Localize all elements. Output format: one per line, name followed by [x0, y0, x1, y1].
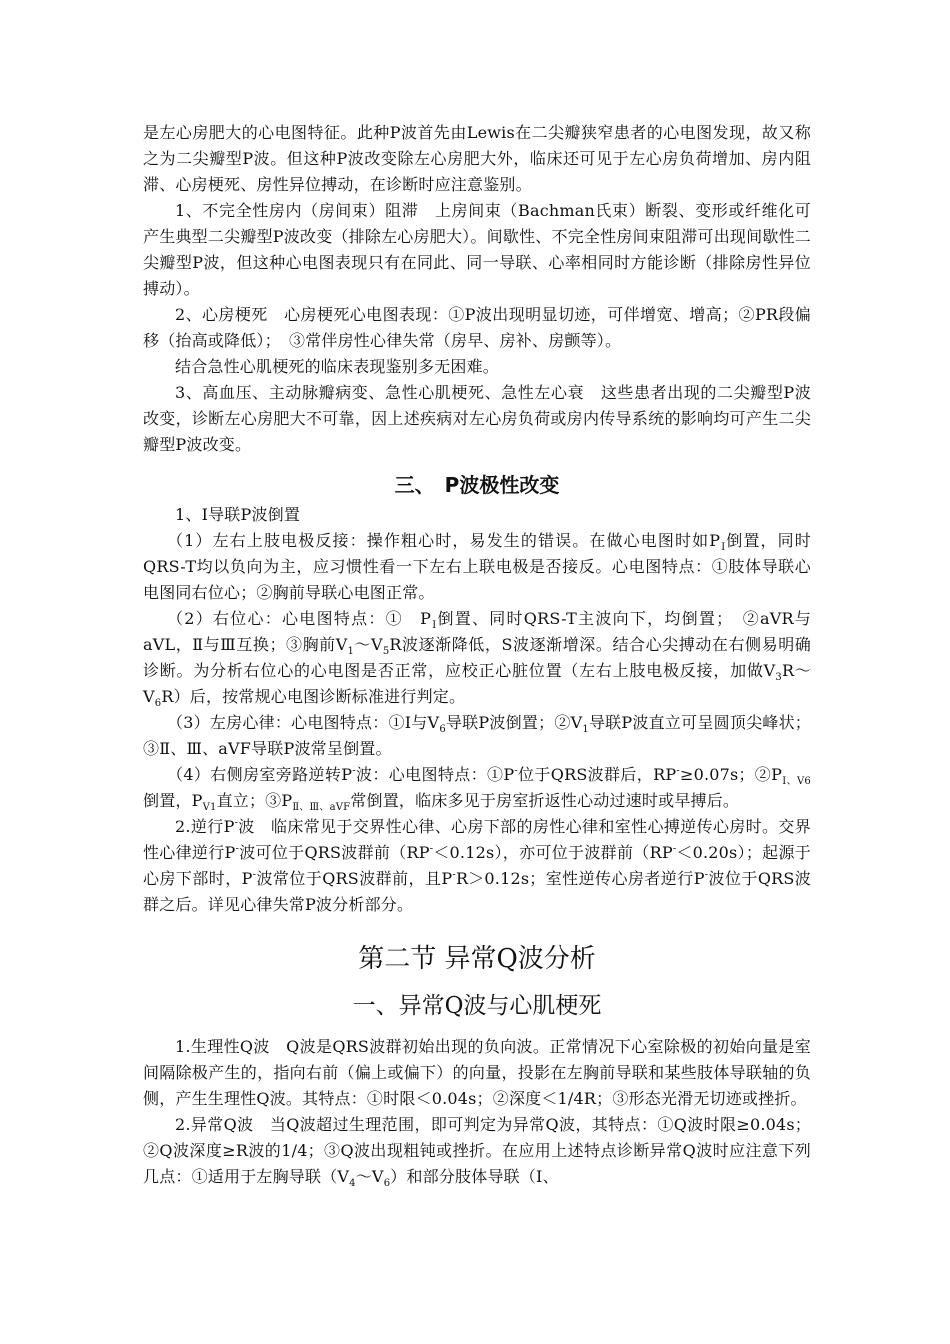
text-run: 波 临床常见于交界性心律、心房下部的房性心律和室性心搏逆传心房时。交界性心律逆行P	[143, 817, 811, 862]
subscript: 1	[347, 646, 355, 658]
paragraph: 是左心房肥大的心电图特征。此种P波首先由Lewis在二尖瓣狭窄患者的心电图发现，故又称之为二尖瓣型P波。但这种P波改变除左心房肥大外，临床还可见于左心房负荷增加、房内阻滞、心房梗死、房性异位搏动，在诊断时应注意鉴别。	[143, 123, 811, 194]
subscript: 1	[582, 724, 589, 736]
subscript: Ⅰ	[720, 542, 727, 554]
section-heading: 三、 P波极性改变	[394, 473, 560, 497]
subscript: 5	[382, 646, 390, 658]
text-run: 位于QRS波群后，RP	[517, 765, 677, 784]
text-run: 波常位于QRS波群前，且P	[256, 869, 453, 888]
paragraph	[143, 814, 811, 918]
superscript: -	[352, 765, 356, 777]
text-run: 波可位于QRS波群前（RP	[239, 843, 430, 862]
subscript: Ⅱ、Ⅲ、aVF	[292, 802, 351, 814]
subscript: Ⅰ	[431, 620, 438, 632]
superscript: -	[672, 843, 677, 855]
text-run: （3）左房心律：心电图特点：①Ⅰ与V	[167, 713, 440, 732]
text-run: ～V	[355, 1167, 384, 1186]
paragraph: 1、Ⅰ导联P波倒置	[175, 505, 301, 524]
text-run: 导联P波直立可呈圆顶尖峰状；③Ⅱ、Ⅲ、aVF导联P波常呈倒置。	[143, 713, 812, 758]
subscript: 6	[439, 724, 446, 736]
paragraph: 1、不完全性房内（房间束）阻滞 上房间束（Bachman氏束）断裂、变形或纤维化可产生典型二尖瓣型P波改变（排除左心房肥大）。间歇性、不完全性房间束阻滞可出现间歇性二尖瓣型P波，但这种心电图表现只有在同此、同一导联、心率相同时方能诊断（排除房性异位搏动）。	[143, 201, 811, 298]
paragraph: 2、心房梗死 心房梗死心电图表现：①P波出现明显切迹，可伴增宽、增高；②PR段偏移（抬高或降低）； ③常伴房性心律失常（房早、房补、房颤等）。	[143, 305, 811, 350]
text-run: 倒置，同时QRS-T均以负向为主，应习惯性看一下左右上联电极是否接反。心电图特点：①肢体导联心电图同右位心；②胸前导联心电图正常。	[143, 531, 811, 602]
text-run: R＞0.12s；室性逆传心房者逆行P	[455, 869, 705, 888]
text-run: ＜0.20s）；起源于心房下部时，P	[143, 843, 811, 888]
text-run: 导联P波倒置；②V	[445, 713, 583, 732]
text-run: ～V	[354, 635, 383, 654]
superscript: -	[676, 765, 680, 777]
text-run: 2.逆行P	[175, 817, 235, 836]
paragraph: 3、高血压、主动脉瓣病变、急性心肌梗死、急性左心衰 这些患者出现的二尖瓣型P波改变，诊断左心房肥大不可靠，因上述疾病对左心房负荷或房内传导系统的影响均可产生二尖瓣型P波改变。	[143, 383, 811, 454]
subscript: V1	[202, 802, 217, 814]
paragraph: 1.生理性Q波 Q波是QRS波群初始出现的负向波。正常情况下心室除极的初始向量是室间隔除极产生的，指向右前（偏上或偏下）的向量，投影在左胸前导联和某些肢体导联轴的负侧，产生生理性Q波。其特点：①时限＜0.04s；②深度＜1/4R；③形态光滑无切迹或挫折。	[143, 1037, 811, 1108]
subscript: 6	[383, 1178, 391, 1190]
text-run: 倒置、同时QRS-T主波向下，均倒置； ②aVR与aVL，Ⅱ与Ⅲ互换；③胸前V	[143, 609, 811, 654]
text-run: ）和部分肢体导联（Ⅰ、	[390, 1167, 559, 1186]
text-run: R）后，按常规心电图诊断标准进行判定。	[161, 687, 466, 706]
superscript: -	[252, 869, 257, 881]
text-run: ≥0.07s；②P	[679, 765, 783, 784]
paragraph: 结合急性心肌梗死的临床表现鉴别多无困难。	[175, 357, 500, 376]
paragraph	[143, 606, 811, 710]
superscript: -	[514, 765, 518, 777]
text-run: R～V	[143, 661, 812, 706]
subscript: 6	[154, 698, 162, 710]
page-content	[143, 120, 811, 1190]
subscript: 4	[349, 1178, 356, 1190]
superscript: -	[234, 817, 239, 829]
paragraph	[143, 710, 811, 762]
text-run: 波：心电图特点：①P	[355, 765, 515, 784]
chapter-heading: 第二节 异常Q波分析	[358, 944, 596, 974]
paragraph	[143, 528, 811, 606]
text-run: R波逐渐降低，S波逐渐增深。结合心尖搏动在右侧易明确诊断。为分析右位心的心电图是否正常，应校正心脏位置（左右上肢电极反接，加做V	[143, 635, 811, 680]
text-run: 常倒置，临床多见于房室折返性心动过速时或早搏后。	[350, 791, 740, 810]
paragraph	[143, 1112, 811, 1190]
text-run: （1）左右上肢电极反接：操作粗心时，易发生的错误。在做心电图时如P	[167, 531, 721, 550]
text-run: 倒置，P	[143, 791, 203, 810]
superscript: -	[452, 869, 456, 881]
text-run: 2.异常Q波 当Q波超过生理范围，即可判定为异常Q波，其特点：①Q波时限≥0.04s；②Q波深度≥R波的1/4；③Q波出现粗钝或挫折。在应用上述特点诊断异常Q波时应注意下列几点：①适用于左胸导联（V	[143, 1115, 811, 1186]
text-run: （2）右位心：心电图特点：① P	[167, 609, 432, 628]
subscript: 3	[775, 672, 782, 684]
subscript: Ⅰ、V6	[782, 776, 811, 788]
superscript: -	[704, 869, 709, 881]
text-run: ＜0.12s），亦可位于波群前（RP	[433, 843, 673, 862]
paragraph	[143, 762, 811, 814]
superscript: -	[235, 843, 240, 855]
superscript: -	[429, 843, 434, 855]
text-run: 波位于QRS波群之后。详见心律失常P波分析部分。	[143, 869, 812, 914]
text-run: （4）右侧房室旁路逆转P	[167, 765, 353, 784]
subsection-heading: 一、异常Q波与心肌梗死	[352, 993, 602, 1019]
text-run: 直立；③P	[216, 791, 293, 810]
